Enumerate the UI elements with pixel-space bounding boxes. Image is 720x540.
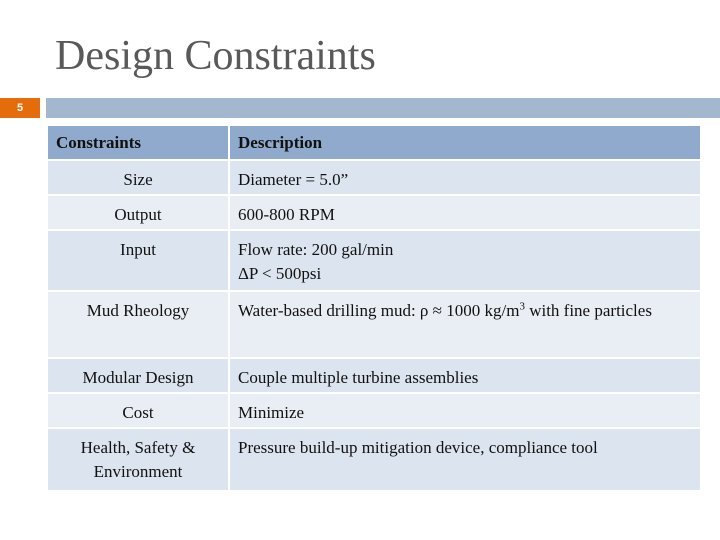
page-number-badge: 5	[0, 98, 40, 118]
header-accent-bar	[46, 98, 720, 118]
table-row	[48, 196, 702, 231]
table-row	[48, 359, 702, 394]
description-column-header: Description	[230, 126, 702, 161]
constraint-cell: Health, Safety & Environment	[48, 429, 230, 492]
description-cell: 600-800 RPM	[230, 196, 702, 231]
table-row	[48, 292, 702, 359]
description-cell: Minimize	[230, 394, 702, 429]
description-cell: Diameter = 5.0”	[230, 161, 702, 196]
description-line: ΔP < 500psi	[238, 264, 322, 283]
description-cell	[230, 292, 702, 359]
constraints-table	[48, 126, 702, 492]
description-text: Water-based drilling mud: ρ ≈ 1000 kg/m	[238, 301, 520, 320]
table-row	[48, 429, 702, 492]
constraint-cell: Modular Design	[48, 359, 230, 394]
constraint-cell: Cost	[48, 394, 230, 429]
constraint-cell: Input	[48, 231, 230, 292]
description-cell: Pressure build-up mitigation device, compliance tool	[230, 429, 702, 492]
constraint-cell: Output	[48, 196, 230, 231]
slide-title: Design Constraints	[55, 33, 376, 79]
description-cell	[230, 231, 702, 292]
table-row	[48, 231, 702, 292]
table-row	[48, 394, 702, 429]
constraint-cell: Size	[48, 161, 230, 196]
table-header-row	[48, 126, 702, 161]
constraints-column-header: Constraints	[48, 126, 230, 161]
constraint-cell: Mud Rheology	[48, 292, 230, 359]
description-line: Flow rate: 200 gal/min	[238, 240, 394, 259]
description-text: with fine particles	[524, 301, 652, 320]
description-cell: Couple multiple turbine assemblies	[230, 359, 702, 394]
superscript-exponent: 3	[519, 300, 525, 313]
table-row	[48, 161, 702, 196]
